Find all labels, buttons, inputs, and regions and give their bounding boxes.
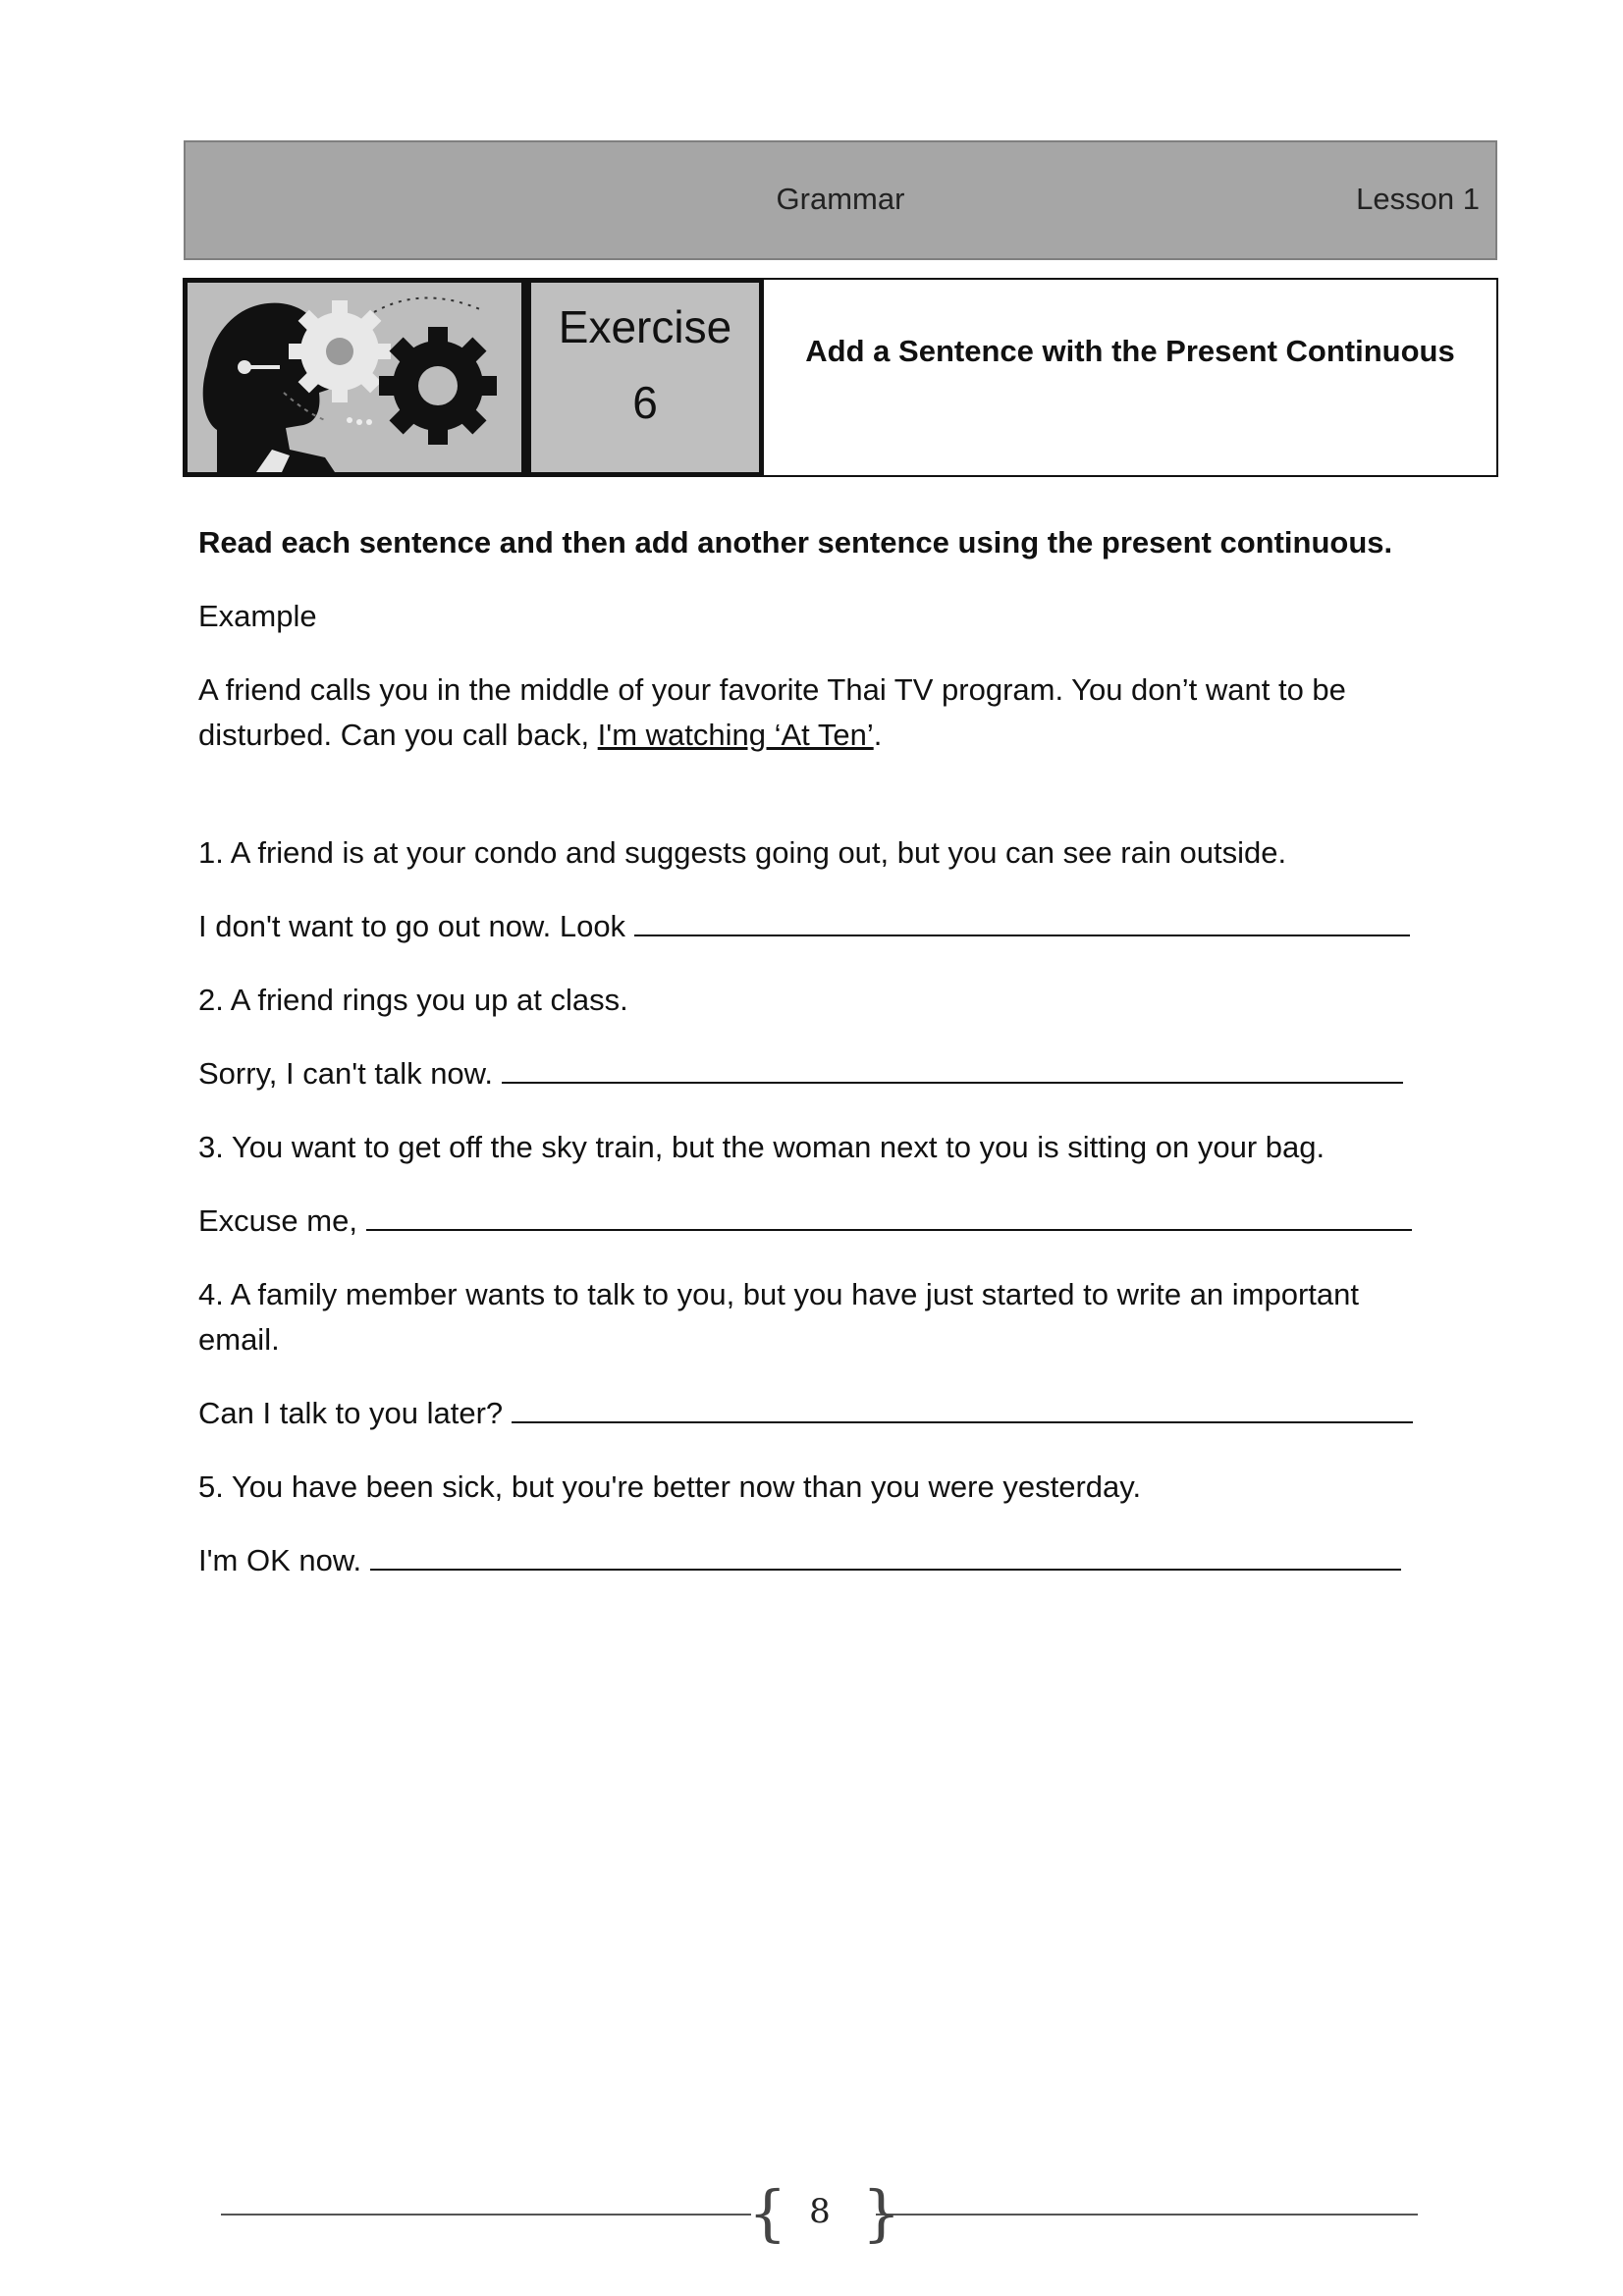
question-4-answer-line[interactable] — [512, 1392, 1413, 1423]
question-5-prompt: 5. You have been sick, but you're better now than you were yesterday. — [198, 1469, 1142, 1504]
header-subject: Grammar — [776, 182, 905, 216]
header-lesson: Lesson 1 — [1356, 182, 1480, 216]
page-header — [184, 140, 1497, 260]
question-4-answer-row — [198, 1391, 1416, 1436]
exercise-banner — [183, 278, 1498, 477]
question-1-prompt: 1. A friend is at your condo and suggests going out, but you can see rain outside. — [198, 835, 1287, 870]
exercise-illustration — [183, 278, 526, 477]
question-3-lead: Excuse me, — [198, 1203, 357, 1238]
question-3-answer-line[interactable] — [366, 1200, 1412, 1231]
example-period: . — [873, 718, 883, 752]
question-3-prompt: 3. You want to get off the sky train, but the woman next to you is sitting on your bag. — [198, 1130, 1325, 1164]
question-1-answer-row — [198, 904, 1416, 949]
exercise-number: 6 — [632, 377, 658, 428]
footer-rule-right — [876, 2214, 1418, 2216]
example-text — [198, 667, 1416, 758]
question-4-lead: Can I talk to you later? — [198, 1396, 504, 1430]
thinking-head-gears-icon — [188, 283, 521, 472]
question-3-answer-row — [198, 1199, 1416, 1244]
footer-rule-left — [221, 2214, 751, 2216]
question-1-lead: I don't want to go out now. Look — [198, 909, 626, 943]
question-1-answer-line[interactable] — [634, 905, 1410, 936]
question-2-answer-line[interactable] — [502, 1052, 1403, 1084]
example-label: Example — [198, 599, 317, 633]
exercise-title-box — [764, 278, 1498, 477]
question-5-lead: I'm OK now. — [198, 1543, 362, 1577]
question-5-answer-line[interactable] — [370, 1539, 1401, 1571]
footer-bracket-right-icon: } — [862, 2177, 901, 2249]
example-answer: I'm watching ‘At Ten’ — [597, 718, 874, 752]
question-2-answer-row — [198, 1051, 1416, 1096]
exercise-title: Add a Sentence with the Present Continuous — [805, 334, 1455, 368]
page-number: 8 — [809, 2192, 831, 2231]
exercise-label: Exercise — [558, 301, 732, 352]
question-5-answer-row — [198, 1538, 1416, 1583]
example-sentence: A friend calls you in the middle of your favorite Thai TV program. You don’t want to be disturbed. Can you call back, — [198, 672, 1346, 752]
question-4-prompt: 4. A family member wants to talk to you, but you have just started to write an important email. — [198, 1277, 1360, 1357]
question-2-lead: Sorry, I can't talk now. — [198, 1056, 493, 1091]
instruction-text: Read each sentence and then add another sentence using the present continuous. — [198, 525, 1393, 560]
exercise-content — [198, 520, 1416, 1583]
exercise-number-box — [526, 278, 764, 477]
question-2-prompt: 2. A friend rings you up at class. — [198, 983, 628, 1017]
footer-bracket-left-icon: { — [748, 2177, 787, 2249]
